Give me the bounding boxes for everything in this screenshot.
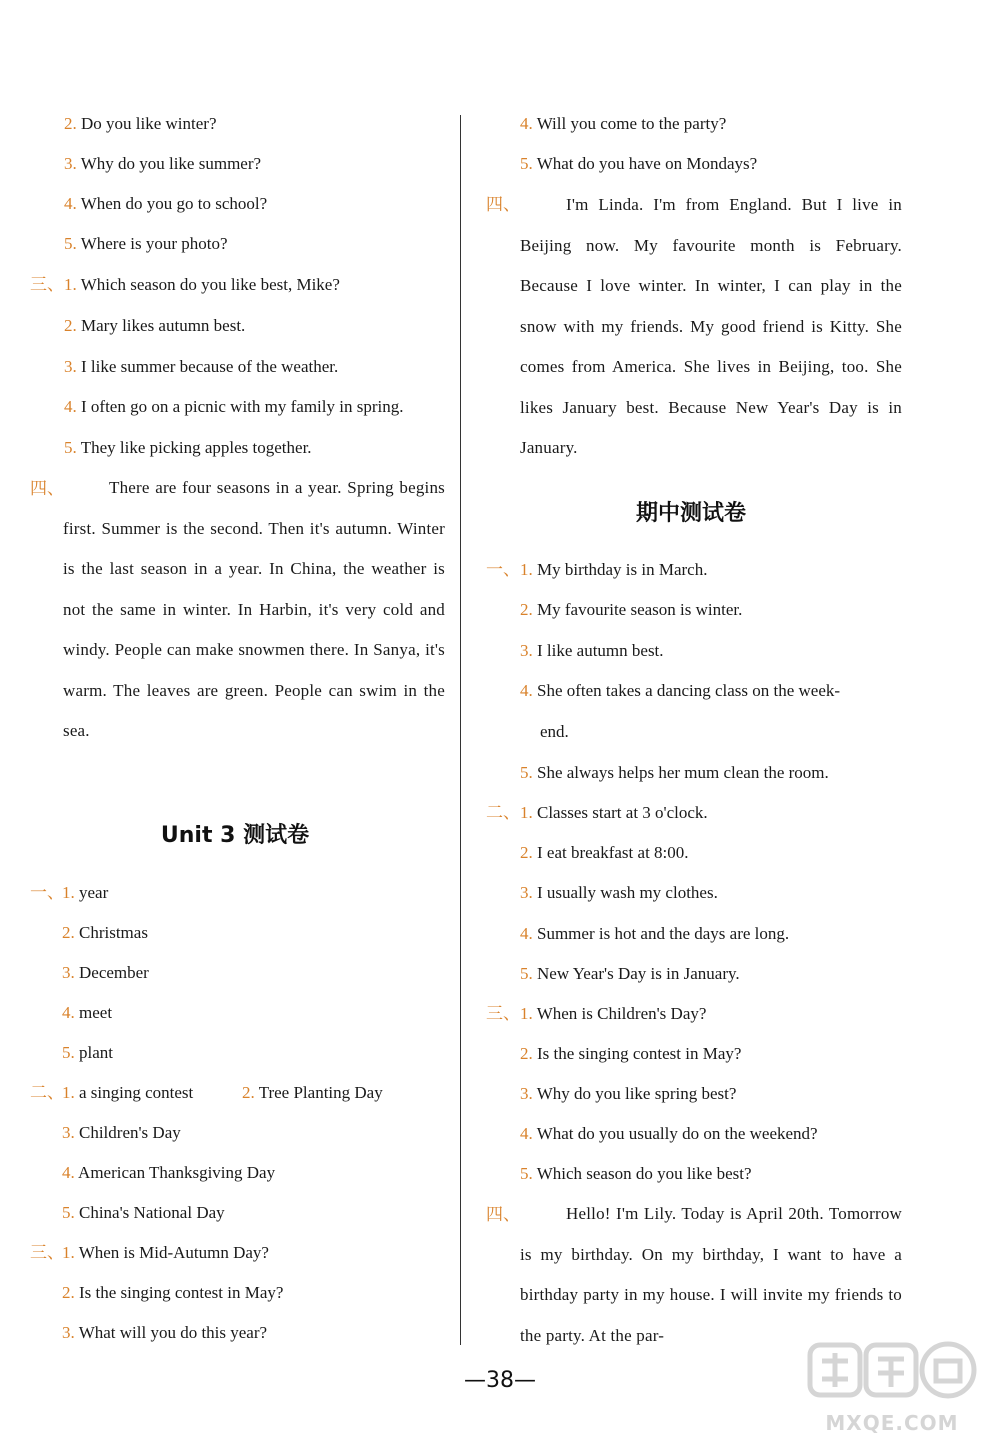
item-number: 3. <box>520 641 533 660</box>
section-label: 三、 <box>30 1243 64 1262</box>
answer-line: 1. year <box>62 883 109 902</box>
page-number: —38— <box>464 1368 536 1393</box>
item-number: 3. <box>62 1323 75 1342</box>
item-number: 4. <box>520 681 533 700</box>
watermark-text: MXQE.COM <box>825 1411 959 1435</box>
answer-line: 4. Will you come to the party? <box>520 114 727 133</box>
answer-line: 4. American Thanksgiving Day <box>62 1163 276 1182</box>
answer-line: 3. Children's Day <box>62 1123 181 1142</box>
answer-line: 2. I eat breakfast at 8:00. <box>520 843 689 862</box>
item-number: 1. <box>62 1083 75 1102</box>
section-heading: Unit 3 测试卷 <box>160 823 310 848</box>
answer-line: 2. My favourite season is winter. <box>520 600 743 619</box>
answer-line: 3. I like summer because of the weather. <box>64 357 339 376</box>
item-number: 1. <box>62 883 75 902</box>
item-number: 1. <box>520 1004 533 1023</box>
item-number: 4. <box>62 1163 75 1182</box>
item-number: 1. <box>64 275 77 294</box>
item-number: 2. <box>520 843 533 862</box>
section-label: 四、 <box>486 1205 520 1224</box>
answer-line: 5. She always helps her mum clean the room. <box>520 763 829 782</box>
passage-text: Hello! I'm Lily. Today is April 20th. Tomorrow is my birthday. On my birthday, I want to have a birthday party in my house. I will invite my friends to the party. At the par- <box>520 1204 902 1345</box>
section-label: 三、 <box>486 1004 520 1023</box>
item-number: 4. <box>62 1003 75 1022</box>
answer-line: 4. meet <box>62 1003 113 1022</box>
answer-line: 1. Which season do you like best, Mike? <box>64 275 340 294</box>
watermark <box>802 1339 982 1439</box>
passage <box>520 185 902 469</box>
item-number: 3. <box>64 154 77 173</box>
section-heading: 期中测试卷 <box>635 501 746 526</box>
answer-line: end. <box>540 722 569 741</box>
passage-text: There are four seasons in a year. Spring begins first. Summer is the second. Then it's autumn. Winter is the last season in a year. In China, the weather is not the same in winter. In Harbin, it's very cold and windy. People can make snowmen there. In Sanya, it's warm. The leaves are green. People can swim in the sea. <box>63 478 445 740</box>
item-number: 5. <box>520 763 533 782</box>
section-label: 二、 <box>486 803 520 822</box>
section-label: 四、 <box>486 195 520 214</box>
answer-line: 5. Where is your photo? <box>64 234 228 253</box>
item-number: 3. <box>520 883 533 902</box>
answer-line: 5. Which season do you like best? <box>520 1164 752 1183</box>
answer-line: 2. Tree Planting Day <box>242 1083 383 1102</box>
item-number: 4. <box>520 1124 533 1143</box>
passage-text: I'm Linda. I'm from England. But I live in Beijing now. My favourite month is February. Because I love winter. In winter, I can play in the snow with my friends. My good friend is Kitty. She comes from America. She lives in Beijing, too. She likes January best. Because New Year's Day is in January. <box>520 195 902 457</box>
answer-line: 2. Christmas <box>62 923 148 942</box>
section-label: 一、 <box>30 883 64 902</box>
answer-line: 3. Why do you like spring best? <box>520 1084 737 1103</box>
answer-line: 2. Mary likes autumn best. <box>64 316 246 335</box>
watermark-logo-icon <box>802 1339 982 1409</box>
answer-line: 5. New Year's Day is in January. <box>520 964 740 983</box>
answer-line: 4. I often go on a picnic with my family in spring. <box>64 397 404 416</box>
answer-line: 1. Classes start at 3 o'clock. <box>520 803 708 822</box>
item-number: 5. <box>64 438 77 457</box>
column-divider <box>460 115 461 1345</box>
answer-line: 4. Summer is hot and the days are long. <box>520 924 790 943</box>
item-number: 5. <box>520 154 533 173</box>
answer-line: 4. What do you usually do on the weekend? <box>520 1124 818 1143</box>
item-number: 5. <box>62 1043 75 1062</box>
answer-line: 5. plant <box>62 1043 113 1062</box>
item-number: 2. <box>62 923 75 942</box>
answer-line: 3. What will you do this year? <box>62 1323 268 1342</box>
item-number: 2. <box>520 600 533 619</box>
answer-line: 4. She often takes a dancing class on the week- <box>520 681 841 700</box>
item-number: 4. <box>64 397 77 416</box>
item-number: 2. <box>64 316 77 335</box>
item-number: 2. <box>62 1283 75 1302</box>
passage <box>520 1194 902 1356</box>
answer-line: 3. Why do you like summer? <box>64 154 262 173</box>
section-label: 四、 <box>30 479 64 498</box>
section-label: 一、 <box>486 560 520 579</box>
answer-line: 2. Is the singing contest in May? <box>520 1044 742 1063</box>
item-number: 5. <box>520 964 533 983</box>
item-number: 5. <box>64 234 77 253</box>
section-label: 三、 <box>30 275 64 294</box>
item-number: 1. <box>520 560 533 579</box>
item-number: 3. <box>64 357 77 376</box>
answer-line: 2. Is the singing contest in May? <box>62 1283 284 1302</box>
answer-line: 2. Do you like winter? <box>64 114 217 133</box>
answer-line: 1. a singing contest <box>62 1083 194 1102</box>
answer-line: 3. December <box>62 963 149 982</box>
item-number: 4. <box>520 114 533 133</box>
item-number: 3. <box>62 1123 75 1142</box>
answer-line: 5. What do you have on Mondays? <box>520 154 758 173</box>
item-number: 2. <box>520 1044 533 1063</box>
item-number: 4. <box>64 194 77 213</box>
item-number: 3. <box>62 963 75 982</box>
section-label: 二、 <box>30 1083 64 1102</box>
item-number: 3. <box>520 1084 533 1103</box>
answer-line: 5. China's National Day <box>62 1203 225 1222</box>
passage <box>63 468 445 752</box>
item-number: 2. <box>64 114 77 133</box>
item-number: 5. <box>62 1203 75 1222</box>
answer-line: 1. When is Mid-Autumn Day? <box>62 1243 269 1262</box>
answer-line: 4. When do you go to school? <box>64 194 268 213</box>
item-number: 1. <box>520 803 533 822</box>
item-number: 4. <box>520 924 533 943</box>
answer-line: 1. When is Children's Day? <box>520 1004 707 1023</box>
answer-line: 3. I like autumn best. <box>520 641 664 660</box>
answer-line: 1. My birthday is in March. <box>520 560 708 579</box>
item-number: 2. <box>242 1083 255 1102</box>
item-number: 5. <box>520 1164 533 1183</box>
answer-line: 5. They like picking apples together. <box>64 438 312 457</box>
answer-line: 3. I usually wash my clothes. <box>520 883 718 902</box>
item-number: 1. <box>62 1243 75 1262</box>
